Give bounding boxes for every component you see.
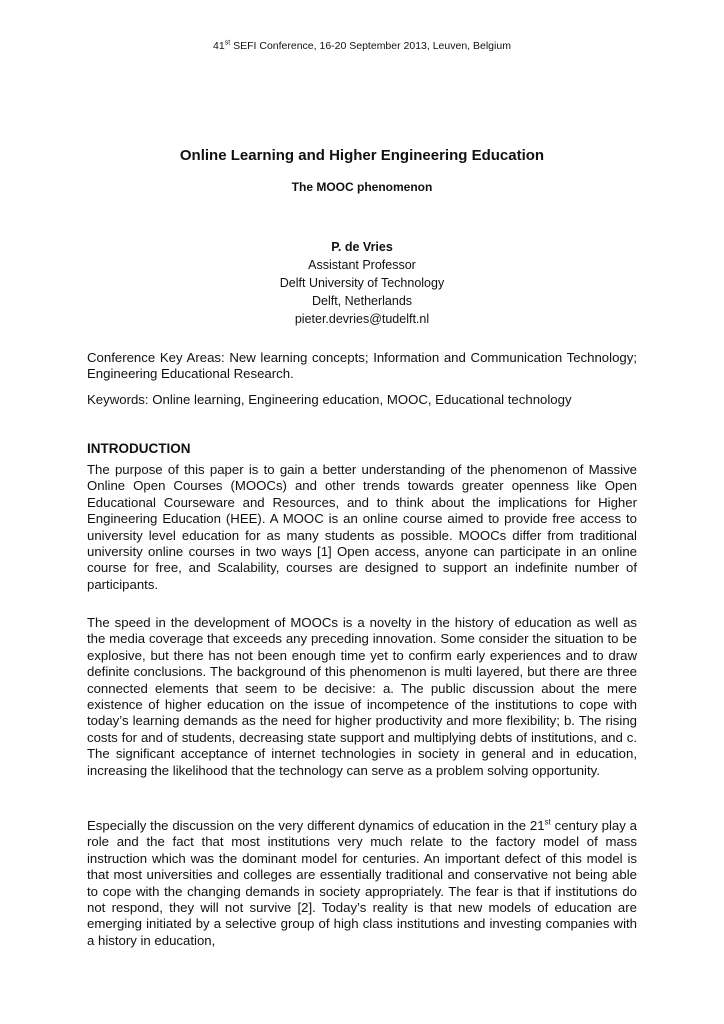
conference-details: SEFI Conference, 16-20 September 2013, Leuven, Belgium <box>230 40 511 52</box>
paragraph-text: The purpose of this paper is to gain a better understanding of the phenomenon of Massive Online Open Courses (MOOCs) and other trends towards greater openness like Open Educational Courseware and Resources, and to think about the implications for Higher Engineering Education (HEE). A MOOC is an online course aimed to provide free access to university level education for as many students as possible. MOOCs differ from traditional university online courses in two ways [1] Open access, anyone can participate in an online course for free, and Scalability, courses are designed to support an indefinite number of participants. <box>87 462 637 592</box>
paragraph-text-start: Especially the discussion on the very different dynamics of education in the 21 <box>87 818 545 833</box>
conference-key-areas: Conference Key Areas: New learning concepts; Information and Communication Technology; Engineering Educational Research. <box>87 350 637 382</box>
paragraph <box>87 462 637 593</box>
paper-subtitle: The MOOC phenomenon <box>291 180 433 194</box>
author-name: P. de Vries <box>331 240 393 254</box>
section-heading: INTRODUCTION <box>87 441 191 456</box>
conference-number: 41 <box>213 40 225 52</box>
paragraph-text <box>87 818 637 949</box>
author-affiliation: Delft University of Technology <box>279 276 445 290</box>
author-role: Assistant Professor <box>308 258 416 272</box>
paper-title: Online Learning and Higher Engineering Education <box>179 147 545 164</box>
paragraph <box>87 818 637 949</box>
author-email: pieter.devries@tudelft.nl <box>294 312 430 326</box>
ordinal-suffix: st <box>544 817 551 827</box>
conference-ordinal-suffix: st <box>224 39 231 47</box>
paragraph-text-rest: century play a role and the fact that most institutions very much relate to the factory model of mass instruction which was the dominant model for centuries. An important defect of this model is that most universities and colleges are essentially traditional and conservative not being able to cope with the changing demands in society appropriately. The fear is that if institutions do not respond, they will not survive [2]. Today’s reality is that new models of education are emerging initiated by a selective group of high class institutions and investing companies with a history in education, <box>87 818 637 948</box>
paragraph <box>87 615 637 779</box>
conference-header <box>0 40 724 52</box>
author-block <box>0 238 724 328</box>
keywords: Keywords: Online learning, Engineering education, MOOC, Educational technology <box>87 392 572 407</box>
paragraph-text: The speed in the development of MOOCs is a novelty in the history of education as well as the media coverage that exceeds any preceding innovation. Some consider the situation to be explosive, but there has not been enough time yet to confirm early experiences and to draw definite conclusions. The background of this phenomenon is multi layered, but there are three connected elements that seem to be decisive: a. The public discussion about the mere existence of higher education on the issue of incompetence of the institutions to cope with today’s learning demands as the need for higher productivity and more flexibility; b. The rising costs for and of students, decreasing state support and multiplying debts of institutions, and c. The significant acceptance of internet technologies in society in general and in education, increasing the likelihood that the technology can serve as a problem solving opportunity. <box>87 615 637 778</box>
author-location: Delft, Netherlands <box>311 294 413 308</box>
